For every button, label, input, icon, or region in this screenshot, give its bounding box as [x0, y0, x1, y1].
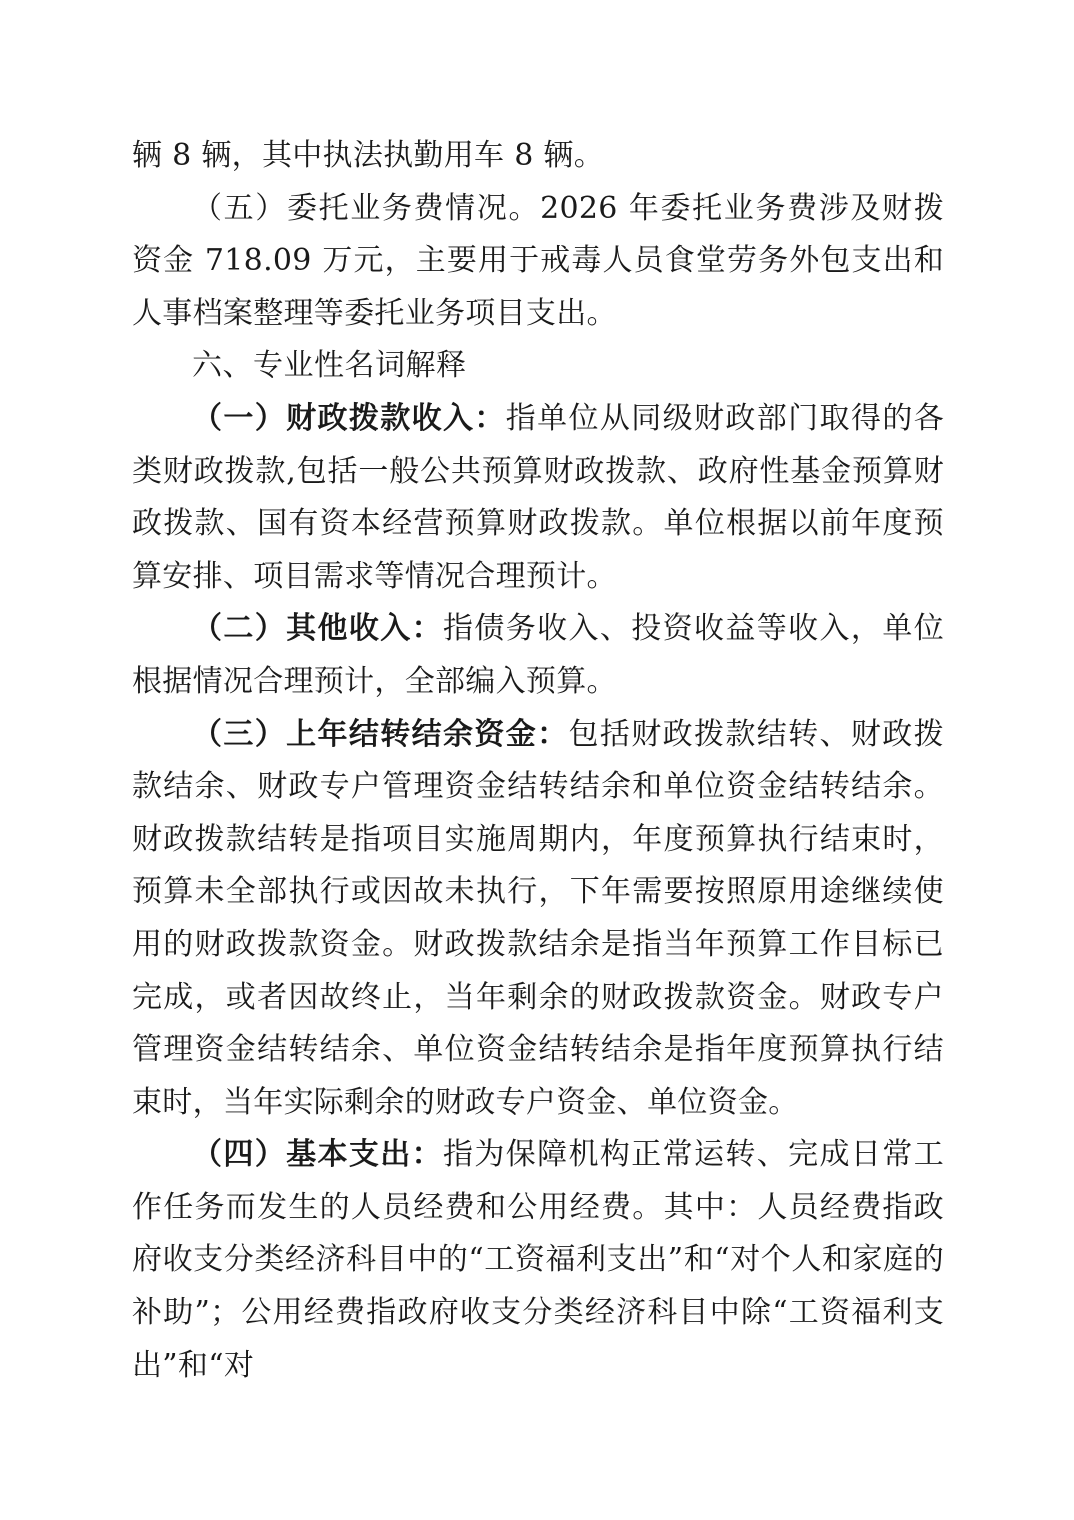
definition-term: （三）上年结转结余资金： [192, 716, 569, 752]
definition-basic-expenditure [132, 1129, 944, 1392]
definition-fiscal-appropriation-income [132, 393, 944, 603]
definition-term: （一）财政拨款收入： [192, 400, 506, 436]
definition-carryover-balance [132, 709, 944, 1130]
definition-body: 指债务收入、投资收益等收入，单位根据情况合理预计，全部编入预算。 [132, 611, 944, 699]
paragraph-commission-fees: （五）委托业务费情况。2026 年委托业务费涉及财拨资金 718.09 万元，主要用于戒毒人员食堂劳务外包支出和人事档案整理等委托业务项目支出。 [132, 190, 944, 331]
definition-body: 包括财政拨款结转、财政拨款结余、财政专户管理资金结转结余和单位资金结转结余。财政拨款结转是指项目实施周期内，年度预算执行结束时，预算未全部执行或因故未执行，下年需要按照原用途继续使用的财政拨款资金。财政拨款结余是指当年预算工作目标已完成，或者因故终止，当年剩余的财政拨款资金。财政专户管理资金结转结余、单位资金结转结余是指年度预算执行结束时，当年实际剩余的财政专户资金、单位资金。 [132, 716, 944, 1120]
definition-term: （四）基本支出： [192, 1137, 444, 1173]
document-page [132, 130, 944, 1392]
definition-body: 指为保障机构正常运转、完成日常工作任务而发生的人员经费和公用经费。其中：人员经费指政府收支分类经济科目中的“工资福利支出”和“对个人和家庭的补助”；公用经费指政府收支分类经济科目中除“工资福利支出”和“对 [132, 1137, 944, 1383]
definition-other-income [132, 603, 944, 708]
section-heading-terminology: 六、专业性名词解释 [192, 348, 467, 384]
definition-body: 指单位从同级财政部门取得的各类财政拨款,包括一般公共预算财政拨款、政府性基金预算财政拨款、国有资本经营预算财政拨款。单位根据以前年度预算安排、项目需求等情况合理预计。 [132, 400, 944, 594]
definition-term: （二）其他收入： [192, 611, 444, 647]
paragraph-vehicles-continued: 辆 8 辆，其中执法执勤用车 8 辆。 [132, 138, 605, 173]
